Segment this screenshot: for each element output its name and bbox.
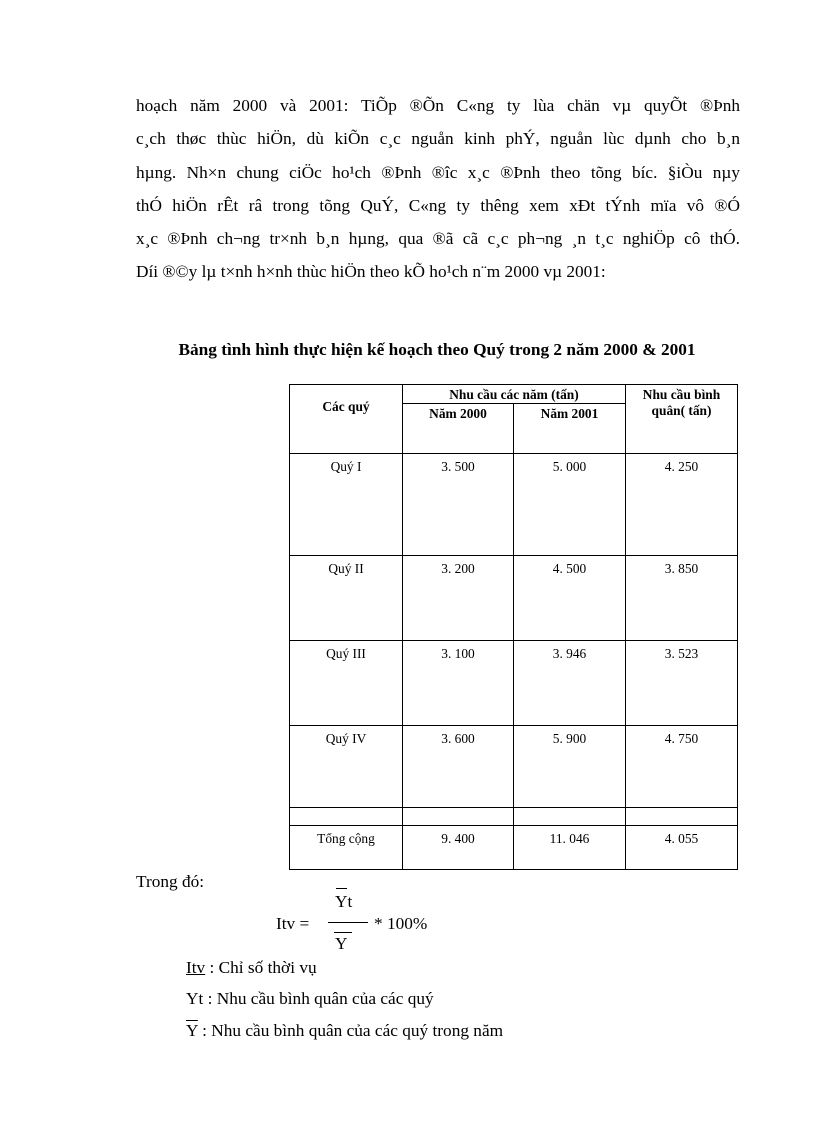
table-title: Bảng tình hình thực hiện kế hoạch theo Quý trong 2 năm 2000 & 2001	[178, 340, 696, 359]
legend-symbol: Yt	[186, 989, 204, 1008]
legend-text: : Nhu cầu bình quân của các quý trong năm	[197, 1021, 504, 1040]
intro-paragraph	[136, 89, 740, 289]
cell-2001: 5. 900	[514, 726, 626, 808]
seasonality-formula	[276, 882, 476, 962]
table-row	[290, 641, 738, 726]
header-average-demand: Nhu cầu bình quân( tấn)	[626, 385, 738, 454]
formula-rhs: * 100%	[374, 914, 428, 933]
cell-total-2001: 11. 046	[514, 826, 626, 870]
legend-item	[186, 989, 434, 1009]
formula-lhs: Itv =	[276, 914, 310, 933]
table-total-row	[290, 826, 738, 870]
legend-symbol: $\overline{Y}$	[186, 1021, 198, 1040]
paragraph-line: hµng. Nh×n chung ciÖc ho¹ch ®Þnh ®îc x¸c ®Þnh theo tõng bíc. §iÒu nµy	[136, 162, 740, 182]
cell-average: 4. 750	[626, 726, 738, 808]
cell-quarter: Quý I	[290, 454, 403, 556]
cell-total-average: 4. 055	[626, 826, 738, 870]
legend-text: : Chỉ số thời vụ	[205, 958, 317, 977]
cell-total-2000: 9. 400	[403, 826, 514, 870]
formula-numerator: Yt	[335, 892, 353, 911]
cell-2000: 3. 500	[403, 454, 514, 556]
table-header-row	[290, 385, 738, 404]
cell-quarter: Quý II	[290, 556, 403, 641]
overbar-mark	[334, 932, 352, 933]
paragraph-line: hoạch năm 2000 và 2001: TiÕp ®Õn C«ng ty lùa chän vµ quyÕt ®Þnh	[136, 96, 740, 115]
notes-intro: Trong đó:	[136, 872, 205, 891]
paragraph-line: c¸ch thøc thùc hiÖn, dù kiÕn c¸c nguån kinh phÝ, nguån lùc dµnh cho b¸n	[136, 129, 740, 149]
header-yearly-demand: Nhu cầu các năm (tấn)	[403, 385, 626, 404]
cell-quarter: Quý III	[290, 641, 403, 726]
header-year-2000: Năm 2000	[403, 404, 514, 454]
legend-text: : Nhu cầu bình quân của các quý	[203, 989, 434, 1008]
legend-item	[186, 1021, 503, 1041]
cell-average: 3. 850	[626, 556, 738, 641]
cell-2000: 3. 200	[403, 556, 514, 641]
header-year-2001: Năm 2001	[514, 404, 626, 454]
cell-2001: 4. 500	[514, 556, 626, 641]
legend-symbol: Itv	[186, 958, 206, 977]
table-row	[290, 726, 738, 808]
cell-total-label: Tổng cộng	[290, 826, 403, 870]
cell-average: 4. 250	[626, 454, 738, 556]
table-row	[290, 556, 738, 641]
overbar-mark	[336, 888, 347, 889]
cell-2001: 3. 946	[514, 641, 626, 726]
header-quarter: Các quý	[290, 385, 403, 454]
paragraph-line: Díi ®©y lµ t×nh h×nh thùc hiÖn theo kÕ ho¹ch n¨m 2000 vµ 2001:	[136, 262, 606, 282]
cell-quarter: Quý IV	[290, 726, 403, 808]
table-spacer-row	[290, 808, 738, 826]
formula-denominator: Y	[335, 934, 348, 953]
paragraph-line: x¸c ®Þnh ch¬ng tr×nh b¸n hµng, qua ®ã cã c¸c ph¬ng ¸n t¸c nghiÖp cô thÓ.	[136, 229, 740, 249]
demand-table	[289, 384, 738, 870]
table-row	[290, 454, 738, 556]
legend-item	[186, 958, 317, 978]
cell-2000: 3. 600	[403, 726, 514, 808]
fraction-bar	[328, 922, 368, 923]
paragraph-line: thÓ hiÖn rÊt râ trong tõng QuÝ, C«ng ty thêng xem xÐt tÝnh mïa vô ®Ó	[136, 195, 740, 215]
cell-average: 3. 523	[626, 641, 738, 726]
cell-2001: 5. 000	[514, 454, 626, 556]
cell-2000: 3. 100	[403, 641, 514, 726]
